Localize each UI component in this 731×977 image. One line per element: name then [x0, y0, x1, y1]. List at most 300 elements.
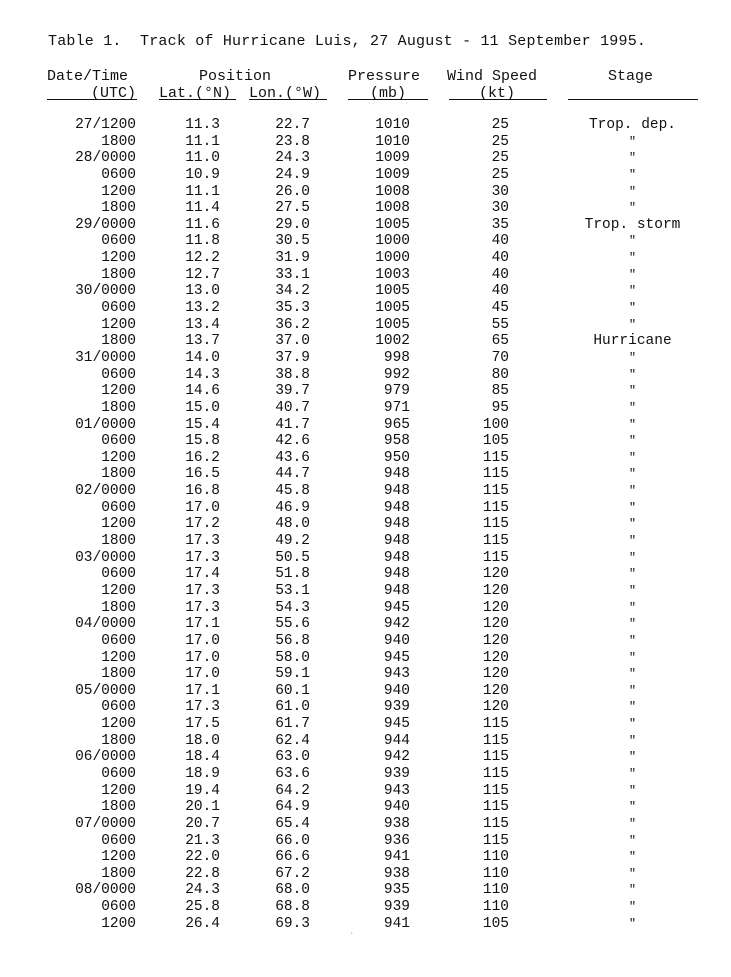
- cell-longitude: 64.9: [275, 799, 310, 816]
- cell-stage: ": [628, 567, 637, 582]
- cell-pressure: 945: [383, 649, 410, 666]
- table-row: [0, 350, 731, 367]
- cell-pressure: 948: [383, 582, 410, 599]
- cell-wind-speed: 120: [482, 616, 509, 633]
- cell-longitude: 35.3: [275, 300, 310, 317]
- cell-pressure: 948: [383, 516, 410, 533]
- cell-pressure: 1003: [375, 266, 410, 283]
- cell-wind-speed: 110: [482, 865, 509, 882]
- cell-stage: ": [628, 866, 637, 881]
- cell-datetime: 1800: [101, 666, 136, 683]
- header-datetime-unit: (UTC): [91, 85, 137, 102]
- cell-wind-speed: 120: [482, 682, 509, 699]
- table-row: [0, 866, 731, 883]
- cell-stage: ": [628, 134, 637, 149]
- cell-wind-speed: 95: [491, 399, 509, 416]
- cell-latitude: 15.4: [185, 416, 220, 433]
- cell-datetime: 0600: [101, 499, 136, 516]
- cell-stage: ": [628, 517, 637, 532]
- cell-wind-speed: 120: [482, 649, 509, 666]
- cell-stage: ": [628, 350, 637, 365]
- cell-stage: Hurricane: [593, 333, 672, 350]
- cell-latitude: 13.7: [185, 333, 220, 350]
- cell-wind-speed: 80: [491, 366, 509, 383]
- cell-latitude: 18.0: [185, 732, 220, 749]
- cell-wind-speed: 115: [482, 499, 509, 516]
- cell-wind-speed: 120: [482, 699, 509, 716]
- table-row: [0, 117, 731, 134]
- cell-latitude: 17.1: [185, 682, 220, 699]
- cell-wind-speed: 100: [482, 416, 509, 433]
- cell-longitude: 36.2: [275, 316, 310, 333]
- cell-wind-speed: 35: [491, 216, 509, 233]
- cell-longitude: 68.0: [275, 882, 310, 899]
- cell-stage: ": [628, 750, 637, 765]
- scan-speck: ˎ: [349, 925, 355, 935]
- cell-stage: ": [628, 883, 637, 898]
- cell-wind-speed: 120: [482, 632, 509, 649]
- cell-pressure: 992: [383, 366, 410, 383]
- cell-wind-speed: 115: [482, 466, 509, 483]
- table-row: [0, 600, 731, 617]
- cell-pressure: 1005: [375, 300, 410, 317]
- cell-pressure: 948: [383, 549, 410, 566]
- cell-pressure: 1000: [375, 233, 410, 250]
- cell-latitude: 22.0: [185, 849, 220, 866]
- cell-longitude: 44.7: [275, 466, 310, 483]
- table-row: [0, 550, 731, 567]
- cell-pressure: 1005: [375, 316, 410, 333]
- cell-datetime: 07/0000: [75, 815, 136, 832]
- cell-latitude: 12.2: [185, 250, 220, 267]
- cell-stage: ": [628, 450, 637, 465]
- header-stage-underline: [568, 99, 698, 100]
- cell-latitude: 17.3: [185, 699, 220, 716]
- cell-pressure: 948: [383, 566, 410, 583]
- cell-stage: ": [628, 184, 637, 199]
- table-row: [0, 317, 731, 334]
- header-pressure-underline: [348, 99, 428, 100]
- cell-latitude: 17.3: [185, 549, 220, 566]
- cell-stage: ": [628, 633, 637, 648]
- cell-latitude: 17.0: [185, 649, 220, 666]
- cell-wind-speed: 115: [482, 533, 509, 550]
- cell-pressure: 940: [383, 799, 410, 816]
- cell-pressure: 941: [383, 849, 410, 866]
- cell-datetime: 1800: [101, 333, 136, 350]
- cell-stage: ": [628, 717, 637, 732]
- cell-longitude: 58.0: [275, 649, 310, 666]
- cell-longitude: 38.8: [275, 366, 310, 383]
- cell-longitude: 66.0: [275, 832, 310, 849]
- cell-wind-speed: 25: [491, 166, 509, 183]
- cell-longitude: 23.8: [275, 133, 310, 150]
- cell-wind-speed: 70: [491, 349, 509, 366]
- cell-datetime: 29/0000: [75, 216, 136, 233]
- cell-pressure: 938: [383, 815, 410, 832]
- table-row: [0, 417, 731, 434]
- cell-stage: ": [628, 583, 637, 598]
- cell-latitude: 13.0: [185, 283, 220, 300]
- cell-pressure: 958: [383, 433, 410, 450]
- cell-pressure: 943: [383, 666, 410, 683]
- cell-stage: ": [628, 534, 637, 549]
- cell-stage: Trop. storm: [584, 216, 681, 233]
- cell-longitude: 42.6: [275, 433, 310, 450]
- cell-pressure: 943: [383, 782, 410, 799]
- cell-stage: ": [628, 400, 637, 415]
- table-row: [0, 683, 731, 700]
- cell-stage: ": [628, 850, 637, 865]
- cell-pressure: 940: [383, 682, 410, 699]
- cell-stage: ": [628, 484, 637, 499]
- cell-longitude: 37.9: [275, 349, 310, 366]
- cell-wind-speed: 65: [491, 333, 509, 350]
- cell-pressure: 965: [383, 416, 410, 433]
- table-row: [0, 433, 731, 450]
- cell-wind-speed: 115: [482, 483, 509, 500]
- header-lat: Lat.(°N): [159, 85, 232, 102]
- cell-datetime: 0600: [101, 566, 136, 583]
- cell-latitude: 22.8: [185, 865, 220, 882]
- cell-pressure: 939: [383, 899, 410, 916]
- cell-pressure: 1009: [375, 166, 410, 183]
- cell-longitude: 30.5: [275, 233, 310, 250]
- cell-datetime: 0600: [101, 300, 136, 317]
- cell-latitude: 11.0: [185, 150, 220, 167]
- table-row: [0, 383, 731, 400]
- cell-longitude: 69.3: [275, 915, 310, 932]
- cell-latitude: 16.5: [185, 466, 220, 483]
- cell-wind-speed: 40: [491, 233, 509, 250]
- cell-longitude: 22.7: [275, 117, 310, 133]
- cell-datetime: 0600: [101, 233, 136, 250]
- header-datetime: Date/Time: [47, 68, 129, 85]
- cell-wind-speed: 25: [491, 133, 509, 150]
- cell-longitude: 50.5: [275, 549, 310, 566]
- cell-wind-speed: 25: [491, 117, 509, 133]
- header-wind-speed-underline: [449, 99, 547, 100]
- cell-wind-speed: 115: [482, 732, 509, 749]
- cell-longitude: 60.1: [275, 682, 310, 699]
- cell-wind-speed: 115: [482, 765, 509, 782]
- cell-latitude: 13.4: [185, 316, 220, 333]
- cell-pressure: 942: [383, 749, 410, 766]
- table-row: [0, 616, 731, 633]
- cell-pressure: 948: [383, 499, 410, 516]
- cell-datetime: 1200: [101, 183, 136, 200]
- table-row: [0, 699, 731, 716]
- cell-wind-speed: 120: [482, 582, 509, 599]
- cell-pressure: 948: [383, 483, 410, 500]
- table-row: [0, 500, 731, 517]
- cell-stage: ": [628, 151, 637, 166]
- table-row: [0, 816, 731, 833]
- cell-longitude: 43.6: [275, 449, 310, 466]
- cell-stage: ": [628, 284, 637, 299]
- cell-longitude: 45.8: [275, 483, 310, 500]
- cell-longitude: 29.0: [275, 216, 310, 233]
- cell-datetime: 1800: [101, 466, 136, 483]
- cell-datetime: 1200: [101, 915, 136, 932]
- cell-datetime: 27/1200: [75, 117, 136, 133]
- cell-longitude: 27.5: [275, 200, 310, 217]
- cell-stage: ": [628, 816, 637, 831]
- cell-latitude: 17.4: [185, 566, 220, 583]
- table-title: Table 1. Track of Hurricane Luis, 27 August - 11 September 1995.: [48, 33, 647, 50]
- cell-pressure: 979: [383, 383, 410, 400]
- cell-longitude: 62.4: [275, 732, 310, 749]
- header-lon-underline: [249, 99, 327, 100]
- cell-pressure: 944: [383, 732, 410, 749]
- cell-datetime: 1200: [101, 649, 136, 666]
- cell-latitude: 16.8: [185, 483, 220, 500]
- cell-pressure: 1005: [375, 216, 410, 233]
- cell-latitude: 17.3: [185, 599, 220, 616]
- cell-stage: ": [628, 550, 637, 565]
- table-row: [0, 916, 731, 933]
- cell-latitude: 17.3: [185, 533, 220, 550]
- cell-wind-speed: 115: [482, 449, 509, 466]
- header-pressure-unit: (mb): [370, 85, 407, 102]
- cell-latitude: 17.0: [185, 666, 220, 683]
- cell-datetime: 1200: [101, 516, 136, 533]
- cell-datetime: 0600: [101, 166, 136, 183]
- cell-pressure: 1008: [375, 200, 410, 217]
- cell-stage: ": [628, 384, 637, 399]
- cell-longitude: 39.7: [275, 383, 310, 400]
- cell-pressure: 936: [383, 832, 410, 849]
- cell-wind-speed: 115: [482, 716, 509, 733]
- cell-wind-speed: 120: [482, 666, 509, 683]
- cell-stage: ": [628, 467, 637, 482]
- cell-stage: ": [628, 417, 637, 432]
- table-row: [0, 650, 731, 667]
- header-lon: Lon.(°W): [249, 85, 322, 102]
- cell-wind-speed: 55: [491, 316, 509, 333]
- cell-datetime: 02/0000: [75, 483, 136, 500]
- cell-latitude: 17.2: [185, 516, 220, 533]
- cell-stage: ": [628, 500, 637, 515]
- cell-datetime: 1200: [101, 582, 136, 599]
- cell-longitude: 63.6: [275, 765, 310, 782]
- cell-longitude: 37.0: [275, 333, 310, 350]
- cell-longitude: 24.9: [275, 166, 310, 183]
- cell-wind-speed: 40: [491, 266, 509, 283]
- cell-latitude: 17.3: [185, 582, 220, 599]
- header-position: Position: [199, 68, 272, 85]
- table-row: [0, 200, 731, 217]
- cell-datetime: 04/0000: [75, 616, 136, 633]
- cell-latitude: 17.0: [185, 632, 220, 649]
- cell-pressure: 1010: [375, 117, 410, 133]
- table-row: [0, 799, 731, 816]
- cell-stage: ": [628, 167, 637, 182]
- table-row: [0, 283, 731, 300]
- cell-latitude: 18.4: [185, 749, 220, 766]
- table-row: [0, 833, 731, 850]
- cell-datetime: 1800: [101, 133, 136, 150]
- cell-wind-speed: 115: [482, 516, 509, 533]
- cell-longitude: 51.8: [275, 566, 310, 583]
- cell-latitude: 11.4: [185, 200, 220, 217]
- cell-wind-speed: 30: [491, 183, 509, 200]
- cell-pressure: 1000: [375, 250, 410, 267]
- cell-stage: ": [628, 434, 637, 449]
- header-stage: Stage: [608, 68, 654, 85]
- cell-longitude: 55.6: [275, 616, 310, 633]
- cell-longitude: 46.9: [275, 499, 310, 516]
- table-row: [0, 882, 731, 899]
- cell-datetime: 06/0000: [75, 749, 136, 766]
- track-table-body: [0, 117, 731, 932]
- cell-wind-speed: 40: [491, 250, 509, 267]
- cell-longitude: 66.6: [275, 849, 310, 866]
- cell-latitude: 18.9: [185, 765, 220, 782]
- table-row: [0, 783, 731, 800]
- cell-datetime: 0600: [101, 899, 136, 916]
- header-datetime-underline: [47, 99, 137, 100]
- table-row: [0, 367, 731, 384]
- cell-stage: ": [628, 600, 637, 615]
- cell-pressure: 945: [383, 599, 410, 616]
- cell-pressure: 939: [383, 699, 410, 716]
- table-row: [0, 250, 731, 267]
- cell-longitude: 40.7: [275, 399, 310, 416]
- cell-wind-speed: 115: [482, 749, 509, 766]
- cell-wind-speed: 115: [482, 832, 509, 849]
- cell-latitude: 20.1: [185, 799, 220, 816]
- cell-wind-speed: 110: [482, 899, 509, 916]
- cell-pressure: 1009: [375, 150, 410, 167]
- cell-pressure: 1010: [375, 133, 410, 150]
- cell-pressure: 939: [383, 765, 410, 782]
- cell-longitude: 49.2: [275, 533, 310, 550]
- cell-pressure: 1008: [375, 183, 410, 200]
- cell-pressure: 948: [383, 466, 410, 483]
- cell-wind-speed: 115: [482, 799, 509, 816]
- cell-wind-speed: 45: [491, 300, 509, 317]
- table-row: [0, 749, 731, 766]
- cell-longitude: 48.0: [275, 516, 310, 533]
- table-row: [0, 134, 731, 151]
- cell-datetime: 08/0000: [75, 882, 136, 899]
- cell-latitude: 21.3: [185, 832, 220, 849]
- cell-stage: ": [628, 251, 637, 266]
- cell-latitude: 13.2: [185, 300, 220, 317]
- cell-longitude: 24.3: [275, 150, 310, 167]
- cell-latitude: 11.1: [185, 133, 220, 150]
- cell-datetime: 1800: [101, 533, 136, 550]
- cell-stage: Trop. dep.: [588, 117, 676, 133]
- cell-wind-speed: 105: [482, 433, 509, 450]
- cell-stage: ": [628, 201, 637, 216]
- cell-datetime: 1200: [101, 849, 136, 866]
- cell-longitude: 54.3: [275, 599, 310, 616]
- cell-wind-speed: 110: [482, 849, 509, 866]
- cell-stage: ": [628, 234, 637, 249]
- header-wind-speed: Wind Speed: [447, 68, 538, 85]
- table-row: [0, 217, 731, 234]
- cell-wind-speed: 115: [482, 549, 509, 566]
- cell-pressure: 998: [383, 349, 410, 366]
- cell-stage: ": [628, 800, 637, 815]
- cell-stage: ": [628, 667, 637, 682]
- cell-datetime: 0600: [101, 765, 136, 782]
- table-row: [0, 633, 731, 650]
- cell-latitude: 19.4: [185, 782, 220, 799]
- cell-longitude: 59.1: [275, 666, 310, 683]
- cell-stage: ": [628, 317, 637, 332]
- cell-stage: ": [628, 367, 637, 382]
- table-row: [0, 333, 731, 350]
- cell-latitude: 11.8: [185, 233, 220, 250]
- cell-longitude: 53.1: [275, 582, 310, 599]
- cell-stage: ": [628, 650, 637, 665]
- cell-datetime: 1800: [101, 399, 136, 416]
- cell-latitude: 14.0: [185, 349, 220, 366]
- cell-latitude: 26.4: [185, 915, 220, 932]
- header-pressure: Pressure: [348, 68, 421, 85]
- cell-longitude: 68.8: [275, 899, 310, 916]
- cell-datetime: 1200: [101, 782, 136, 799]
- cell-datetime: 0600: [101, 832, 136, 849]
- cell-longitude: 63.0: [275, 749, 310, 766]
- cell-datetime: 1200: [101, 250, 136, 267]
- table-row: [0, 733, 731, 750]
- table-row: [0, 716, 731, 733]
- cell-datetime: 1200: [101, 716, 136, 733]
- cell-datetime: 1200: [101, 316, 136, 333]
- cell-datetime: 1800: [101, 200, 136, 217]
- cell-wind-speed: 115: [482, 815, 509, 832]
- cell-pressure: 935: [383, 882, 410, 899]
- table-row: [0, 184, 731, 201]
- table-row: [0, 666, 731, 683]
- cell-wind-speed: 115: [482, 782, 509, 799]
- cell-stage: ": [628, 733, 637, 748]
- cell-wind-speed: 105: [482, 915, 509, 932]
- cell-pressure: 942: [383, 616, 410, 633]
- table-row: [0, 150, 731, 167]
- cell-latitude: 15.8: [185, 433, 220, 450]
- cell-pressure: 948: [383, 533, 410, 550]
- cell-datetime: 0600: [101, 433, 136, 450]
- cell-longitude: 61.0: [275, 699, 310, 716]
- table-row: [0, 267, 731, 284]
- table-row: [0, 533, 731, 550]
- cell-longitude: 31.9: [275, 250, 310, 267]
- table-row: [0, 566, 731, 583]
- cell-stage: ": [628, 783, 637, 798]
- cell-latitude: 25.8: [185, 899, 220, 916]
- cell-latitude: 17.5: [185, 716, 220, 733]
- cell-latitude: 17.0: [185, 499, 220, 516]
- cell-latitude: 15.0: [185, 399, 220, 416]
- cell-stage: ": [628, 833, 637, 848]
- cell-longitude: 61.7: [275, 716, 310, 733]
- cell-pressure: 945: [383, 716, 410, 733]
- cell-datetime: 30/0000: [75, 283, 136, 300]
- table-row: [0, 583, 731, 600]
- cell-pressure: 938: [383, 865, 410, 882]
- cell-longitude: 33.1: [275, 266, 310, 283]
- header-lat-underline: [159, 99, 236, 100]
- table-row: [0, 766, 731, 783]
- table-row: [0, 300, 731, 317]
- cell-datetime: 1800: [101, 266, 136, 283]
- cell-stage: ": [628, 301, 637, 316]
